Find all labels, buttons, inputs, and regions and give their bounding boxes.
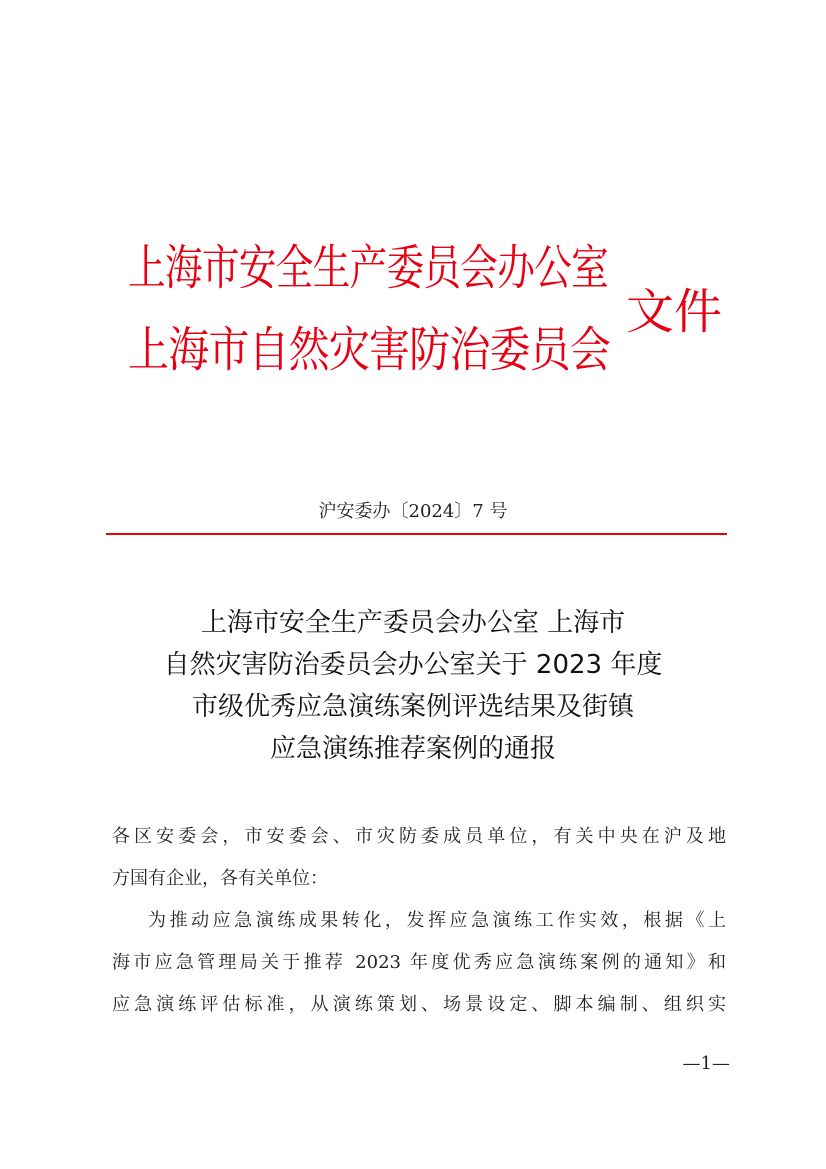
document-title [100,602,726,770]
document-suffix: 文件 [626,284,723,340]
body-line-5: 应急演练评估标准，从演练策划、场景设定、脚本编制、组织实 [112,994,726,1015]
title-line-3: 市级优秀应急演练案例评选结果及街镇 [191,692,634,722]
page-number: —1— [682,1053,730,1074]
issuer-line-1: 上海市安全生产委员会办公室 [128,240,609,296]
body-line-3: 为推动应急演练成果转化，发挥应急演练工作实效，根据《上 [148,910,726,931]
document-number: 沪安委办〔2024〕7 号 [318,501,508,522]
title-line-1: 上海市安全生产委员会办公室 上海市 [200,608,626,638]
title-line-2: 自然灾害防治委员会办公室关于 2023 年度 [163,650,663,680]
body-line-2: 方国有企业，各有关单位： [112,868,328,889]
red-divider [106,533,727,535]
document-header [128,238,728,388]
title-line-4: 应急演练推荐案例的通报 [269,734,556,764]
body-line-1: 各区安委会，市安委会、市灾防委成员单位，有关中央在沪及地 [112,826,726,847]
issuer-line-2: 上海市自然灾害防治委员会 [128,322,611,378]
document-body [112,816,726,1026]
body-line-4: 海市应急管理局关于推荐 2023 年度优秀应急演练案例的通知》和 [112,952,726,973]
